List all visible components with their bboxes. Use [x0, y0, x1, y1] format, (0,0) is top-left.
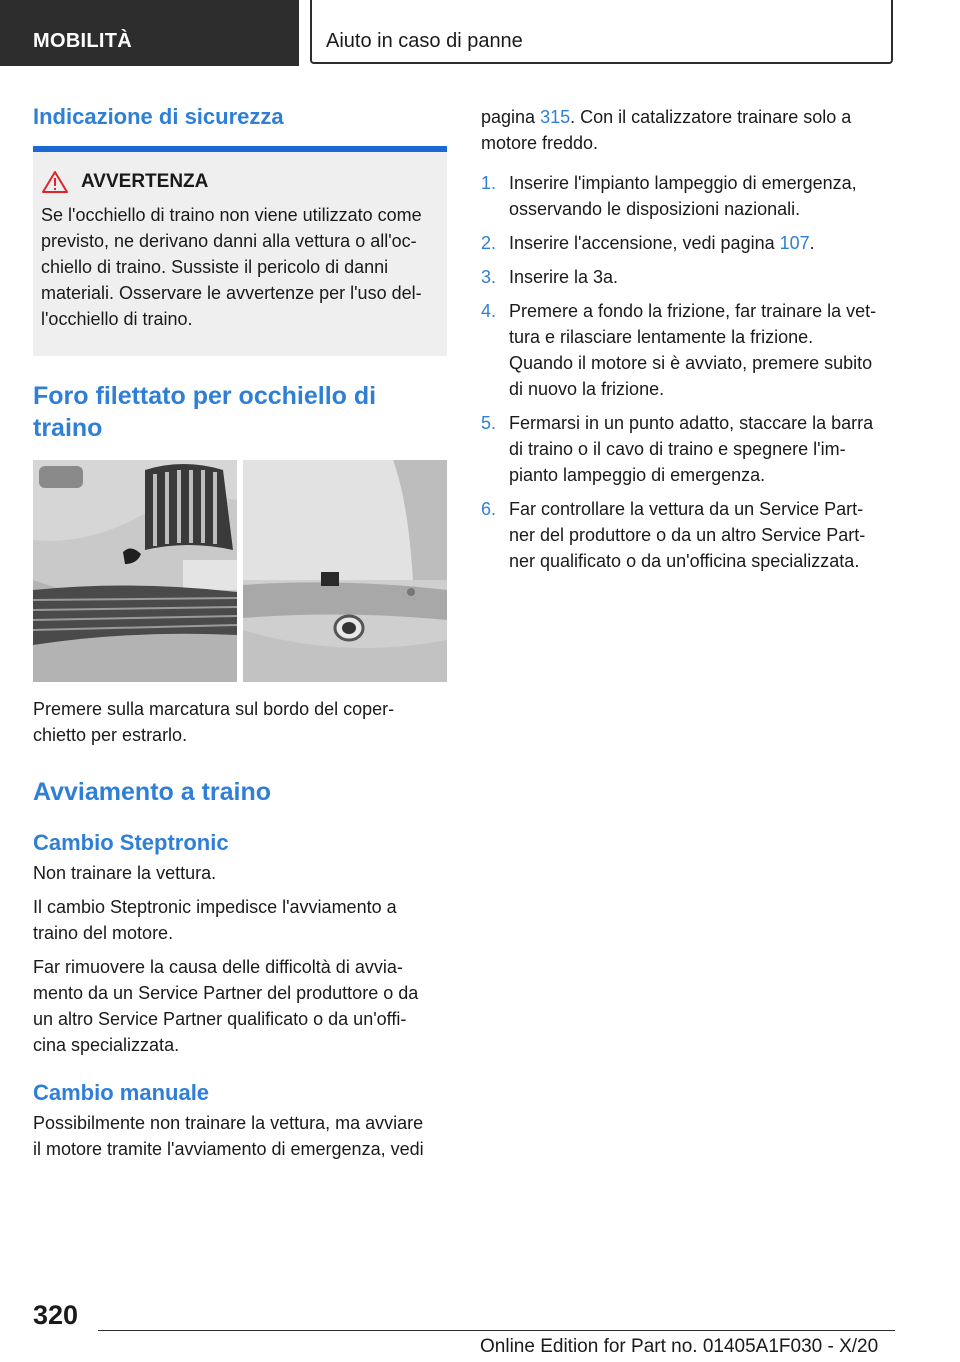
tow-start-heading: Avviamento a traino [33, 778, 272, 806]
steptronic-p3-line: mento da un Service Partner del produttore o da [33, 983, 419, 1003]
list-item [481, 410, 895, 488]
warning-line: previsto, ne derivano danni alla vettura o all'oc- [41, 231, 417, 251]
section-header [0, 0, 299, 66]
list-item [481, 264, 895, 290]
thread-heading-line: Foro filettato per occhiello di [33, 382, 377, 410]
list-item [481, 170, 895, 222]
step-line: pianto lampeggio di emergenza. [509, 465, 766, 485]
steptronic-p3-line: cina specializzata. [33, 1035, 180, 1055]
thread-text-line: chietto per estrarlo. [33, 725, 188, 745]
safety-heading: Indicazione di sicurezza [33, 104, 284, 129]
footer-edition: Online Edition for Part no. 01405A1F030 - X/20 [480, 1336, 879, 1357]
section-title: MOBILITÀ [33, 30, 133, 52]
warning-triangle-icon [41, 170, 69, 194]
step-text: . [809, 233, 815, 253]
steptronic-p2-line: traino del motore. [33, 923, 174, 943]
intro-line: motore freddo. [481, 133, 599, 153]
steptronic-heading: Cambio Steptronic [33, 830, 229, 855]
step-line: Quando il motore si è avviato, premere subito [509, 353, 873, 373]
step-line: Premere a fondo la frizione, far trainare la vet- [509, 301, 877, 321]
step-number: 6. [481, 499, 497, 519]
step-number: 2. [481, 233, 497, 253]
chapter-title: Aiuto in caso di panne [326, 30, 523, 52]
intro-text: . Con il catalizzatore trainare solo a [570, 107, 852, 127]
step-line: Inserire la 3a. [509, 267, 619, 287]
right-column [481, 100, 895, 582]
steps-list [481, 170, 895, 574]
steptronic-p3-line: Far rimuovere la causa delle difficoltà di avvia- [33, 957, 403, 977]
step-number: 1. [481, 173, 497, 193]
step-line: ner del produttore o da un altro Service Part- [509, 525, 866, 545]
step-line: ner qualificato o da un'officina specializzata. [509, 551, 860, 571]
towing-eye-photo [33, 460, 447, 682]
steptronic-p2-line: Il cambio Steptronic impedisce l'avviamento a [33, 897, 397, 917]
step-line: Fermarsi in un punto adatto, staccare la barra [509, 413, 874, 433]
step-number: 3. [481, 267, 497, 287]
chapter-tab [310, 0, 893, 64]
steptronic-p3-line: un altro Service Partner qualificato o da un'offi- [33, 1009, 407, 1029]
step-number: 5. [481, 413, 497, 433]
warning-title-row [41, 170, 447, 194]
thread-text-line: Premere sulla marcatura sul bordo del coper- [33, 699, 395, 719]
manual-text-line: il motore tramite l'avviamento di emergenza, vedi [33, 1139, 424, 1159]
left-column [33, 100, 447, 1162]
warning-box [33, 152, 447, 356]
list-item [481, 230, 895, 256]
step-line: di traino o il cavo di traino e spegnere l'im- [509, 439, 846, 459]
footer-rule [98, 1330, 895, 1331]
steptronic-p1: Non trainare la vettura. [33, 863, 217, 883]
step-line: osservando le disposizioni nazionali. [509, 199, 801, 219]
front-bumper-illustration [33, 460, 237, 682]
warning-line: materiali. Osservare le avvertenze per l'uso del- [41, 283, 422, 303]
list-item [481, 298, 895, 402]
manual-heading: Cambio manuale [33, 1080, 210, 1105]
step-line: di nuovo la frizione. [509, 379, 665, 399]
intro-line [481, 104, 895, 130]
step-text: Inserire l'accensione, vedi pagina [509, 233, 780, 253]
step-line: tura e rilasciare lentamente la frizione. [509, 327, 814, 347]
list-item [481, 496, 895, 574]
warning-title: AVVERTENZA [81, 171, 209, 192]
manual-text-line: Possibilmente non trainare la vettura, ma avviare [33, 1113, 424, 1133]
warning-line: Se l'occhiello di traino non viene utilizzato come [41, 205, 422, 225]
intro-text: pagina [481, 107, 541, 127]
step-line: Inserire l'impianto lampeggio di emergenza, [509, 173, 857, 193]
thread-heading [33, 380, 447, 444]
warning-line: chiello di traino. Sussiste il pericolo di danni [41, 257, 389, 277]
step-line: Far controllare la vettura da un Service Part- [509, 499, 864, 519]
page-number: 320 [33, 1300, 79, 1330]
warning-line: l'occhiello di traino. [41, 309, 193, 329]
thread-heading-line: traino [33, 414, 103, 442]
page-link-107[interactable]: 107 [779, 233, 810, 253]
page-link-315[interactable]: 315 [540, 107, 571, 127]
rear-bumper-illustration [243, 460, 447, 682]
step-number: 4. [481, 301, 497, 321]
